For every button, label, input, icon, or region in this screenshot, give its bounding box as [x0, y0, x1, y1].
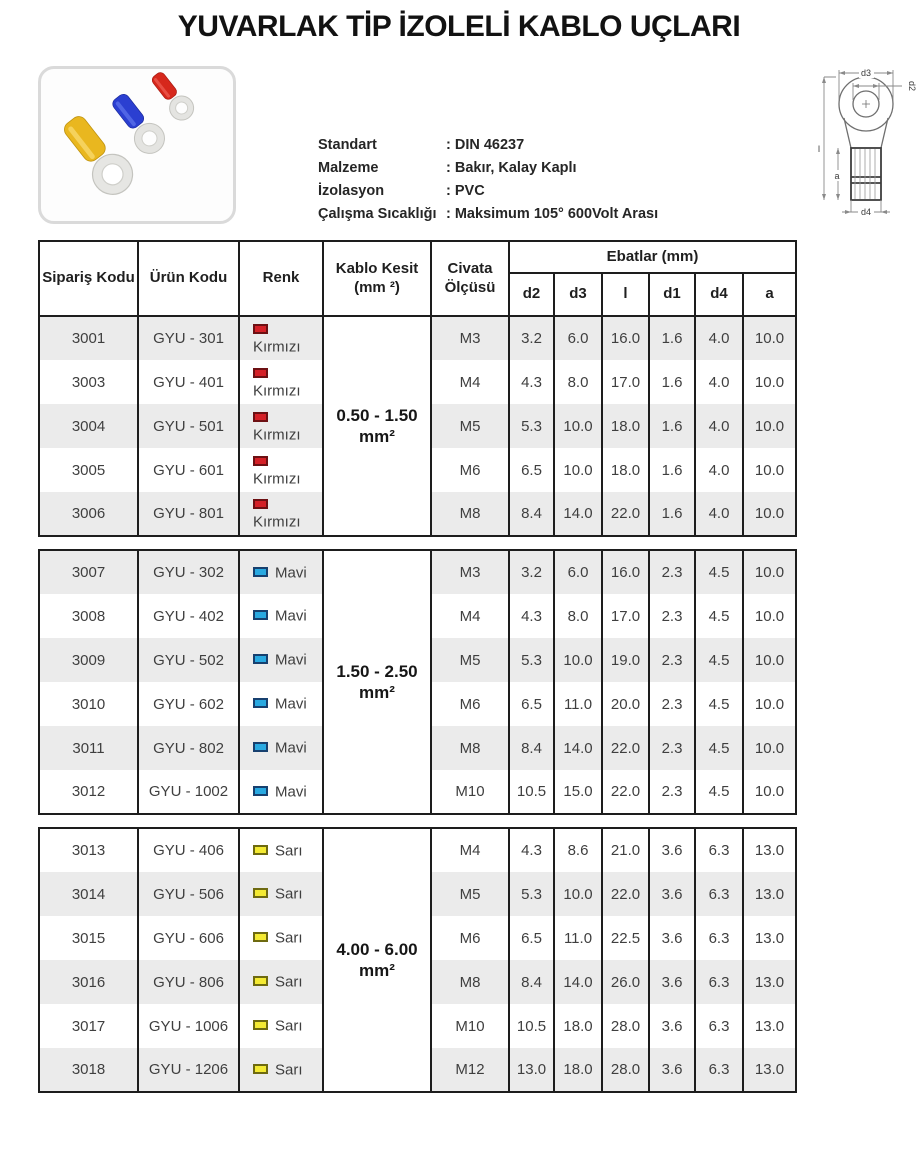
dimension-cell: 10.0 — [554, 404, 602, 448]
color-name: Sarı — [275, 1017, 303, 1035]
terminal-table-yellow — [38, 827, 797, 1093]
dimension-cell: 16.0 — [602, 316, 649, 360]
screw-size-cell: M5 — [431, 638, 509, 682]
dimension-cell: 17.0 — [602, 360, 649, 404]
dimension-cell: 4.3 — [509, 594, 554, 638]
order-code-cell: 3009 — [39, 638, 138, 682]
dimension-cell: 10.0 — [743, 316, 796, 360]
dimension-cell: 22.0 — [602, 492, 649, 536]
dimension-cell: 6.0 — [554, 550, 602, 594]
order-code-cell: 3013 — [39, 828, 138, 872]
dimension-cell: 28.0 — [602, 1004, 649, 1048]
dimension-cell: 11.0 — [554, 682, 602, 726]
dimension-cell: 26.0 — [602, 960, 649, 1004]
color-cell — [239, 1048, 323, 1092]
product-code-cell: GYU - 1002 — [138, 770, 239, 814]
order-code-cell: 3004 — [39, 404, 138, 448]
color-name: Kırmızı — [253, 426, 301, 444]
dimension-cell: 1.6 — [649, 492, 695, 536]
header-color: Renk — [239, 241, 323, 316]
product-code-cell: GYU - 406 — [138, 828, 239, 872]
dimension-cell: 6.3 — [695, 960, 743, 1004]
header-dim-a: a — [743, 273, 796, 316]
order-code-cell: 3010 — [39, 682, 138, 726]
color-cell — [239, 916, 323, 960]
dimension-cell: 6.5 — [509, 916, 554, 960]
dimension-cell: 3.6 — [649, 1048, 695, 1092]
color-name: Mavi — [275, 695, 307, 713]
product-code-cell: GYU - 501 — [138, 404, 239, 448]
dimension-cell: 6.5 — [509, 682, 554, 726]
cable-section-range: 4.00 - 6.00 — [336, 939, 418, 959]
order-code-cell: 3001 — [39, 316, 138, 360]
dimension-cell: 6.0 — [554, 316, 602, 360]
color-cell — [239, 316, 323, 360]
dimension-cell: 22.0 — [602, 726, 649, 770]
product-code-cell: GYU - 506 — [138, 872, 239, 916]
color-cell — [239, 550, 323, 594]
dimension-cell: 10.5 — [509, 1004, 554, 1048]
order-code-cell: 3007 — [39, 550, 138, 594]
order-code-cell: 3012 — [39, 770, 138, 814]
dimension-cell: 10.0 — [743, 404, 796, 448]
color-swatch-icon — [253, 932, 268, 942]
cable-section-cell — [323, 550, 431, 814]
color-cell — [239, 726, 323, 770]
dimension-cell: 2.3 — [649, 550, 695, 594]
color-swatch-icon — [253, 976, 268, 986]
color-name: Mavi — [275, 739, 307, 757]
screw-size-cell: M4 — [431, 828, 509, 872]
dimension-cell: 4.0 — [695, 316, 743, 360]
dimension-cell: 4.0 — [695, 360, 743, 404]
spec-row-izolasyon — [318, 180, 658, 203]
dimension-cell: 10.0 — [743, 448, 796, 492]
header-dim-d1: d1 — [649, 273, 695, 316]
color-name: Sarı — [275, 842, 303, 860]
color-swatch-icon — [253, 324, 268, 334]
product-code-cell: GYU - 302 — [138, 550, 239, 594]
order-code-cell: 3005 — [39, 448, 138, 492]
dim-label-a: a — [834, 171, 840, 181]
color-name: Mavi — [275, 783, 307, 801]
product-code-cell: GYU - 1206 — [138, 1048, 239, 1092]
section-yellow-rows — [39, 828, 796, 1092]
dimension-cell: 28.0 — [602, 1048, 649, 1092]
cable-section-range: 1.50 - 2.50 — [336, 661, 418, 681]
dimension-cell: 10.0 — [554, 638, 602, 682]
dimension-cell: 3.6 — [649, 1004, 695, 1048]
color-cell — [239, 360, 323, 404]
spec-row-standart — [318, 134, 658, 157]
screw-size-cell: M6 — [431, 682, 509, 726]
color-name: Mavi — [275, 651, 307, 669]
spec-row-malzeme — [318, 157, 658, 180]
dimension-cell: 14.0 — [554, 492, 602, 536]
dimension-cell: 22.0 — [602, 872, 649, 916]
color-swatch-icon — [253, 654, 268, 664]
dimension-cell: 8.0 — [554, 360, 602, 404]
color-swatch-icon — [253, 1020, 268, 1030]
spec-label: Malzeme — [318, 160, 379, 176]
screw-size-cell: M10 — [431, 770, 509, 814]
product-code-cell: GYU - 602 — [138, 682, 239, 726]
dimension-cell: 13.0 — [743, 1004, 796, 1048]
dim-label-d2: d2 — [907, 80, 917, 92]
product-code-cell: GYU - 301 — [138, 316, 239, 360]
color-cell — [239, 828, 323, 872]
dimension-cell: 2.3 — [649, 682, 695, 726]
header-dim-l: l — [602, 273, 649, 316]
table-row — [39, 828, 796, 872]
color-name: Kırmızı — [253, 470, 301, 488]
spec-value: : PVC — [446, 183, 485, 199]
page-title: YUVARLAK TİP İZOLELİ KABLO UÇLARI — [177, 10, 741, 43]
dimension-cell: 6.3 — [695, 1048, 743, 1092]
dimension-cell: 2.3 — [649, 638, 695, 682]
screw-size-cell: M3 — [431, 316, 509, 360]
dimension-cell: 11.0 — [554, 916, 602, 960]
color-name: Mavi — [275, 607, 307, 625]
color-swatch-icon — [253, 786, 268, 796]
color-swatch-icon — [253, 412, 268, 422]
dimension-cell: 4.3 — [509, 828, 554, 872]
dimension-cell: 6.3 — [695, 872, 743, 916]
dimension-cell: 18.0 — [554, 1004, 602, 1048]
dimension-cell: 13.0 — [743, 1048, 796, 1092]
dimension-cell: 18.0 — [602, 448, 649, 492]
dimension-cell: 4.5 — [695, 726, 743, 770]
dim-label-d3: d3 — [860, 68, 872, 78]
dimension-cell: 5.3 — [509, 872, 554, 916]
order-code-cell: 3008 — [39, 594, 138, 638]
section-blue-rows — [39, 550, 796, 814]
color-swatch-icon — [253, 845, 268, 855]
color-name: Kırmızı — [253, 382, 301, 400]
dimension-cell: 1.6 — [649, 404, 695, 448]
dimension-cell: 4.5 — [695, 770, 743, 814]
dimension-cell: 16.0 — [602, 550, 649, 594]
color-swatch-icon — [253, 1064, 268, 1074]
color-name: Sarı — [275, 885, 303, 903]
color-cell — [239, 404, 323, 448]
dimension-cell: 20.0 — [602, 682, 649, 726]
terminal-table-blue — [38, 549, 797, 815]
header-cable-section: Kablo Kesit (mm ²) — [323, 241, 431, 316]
dimension-cell: 4.5 — [695, 638, 743, 682]
dimension-cell: 10.0 — [554, 872, 602, 916]
dimension-cell: 4.0 — [695, 404, 743, 448]
cable-section-cell — [323, 316, 431, 536]
ring-terminals-photo — [41, 69, 233, 221]
screw-size-cell: M4 — [431, 360, 509, 404]
table-header — [39, 241, 796, 316]
dimension-cell: 2.3 — [649, 770, 695, 814]
color-swatch-icon — [253, 456, 268, 466]
dimension-cell: 3.6 — [649, 960, 695, 1004]
dimension-cell: 8.4 — [509, 726, 554, 770]
spec-label: İzolasyon — [318, 183, 385, 199]
header-dim-d2: d2 — [509, 273, 554, 316]
dimension-cell: 10.0 — [743, 682, 796, 726]
product-code-cell: GYU - 502 — [138, 638, 239, 682]
terminal-dimension-diagram — [816, 56, 918, 228]
order-code-cell: 3014 — [39, 872, 138, 916]
dimension-cell: 8.6 — [554, 828, 602, 872]
color-name: Sarı — [275, 929, 303, 947]
color-swatch-icon — [253, 742, 268, 752]
color-cell — [239, 492, 323, 536]
dimension-cell: 10.0 — [554, 448, 602, 492]
color-cell — [239, 594, 323, 638]
dimension-cell: 5.3 — [509, 404, 554, 448]
dimension-cell: 6.3 — [695, 916, 743, 960]
terminal-table-red — [38, 240, 797, 537]
dimension-cell: 4.0 — [695, 492, 743, 536]
dimension-cell: 10.0 — [743, 638, 796, 682]
header-product-code: Ürün Kodu — [138, 241, 239, 316]
color-name: Kırmızı — [253, 513, 301, 531]
color-name: Sarı — [275, 973, 303, 991]
color-name: Sarı — [275, 1061, 303, 1079]
dimension-cell: 19.0 — [602, 638, 649, 682]
product-code-cell: GYU - 806 — [138, 960, 239, 1004]
order-code-cell: 3018 — [39, 1048, 138, 1092]
dim-label-l: l — [818, 144, 820, 154]
screw-size-cell: M6 — [431, 448, 509, 492]
screw-size-cell: M10 — [431, 1004, 509, 1048]
dimension-cell: 18.0 — [602, 404, 649, 448]
technical-drawing — [816, 56, 918, 228]
color-swatch-icon — [253, 698, 268, 708]
dimension-cell: 4.3 — [509, 360, 554, 404]
product-code-cell: GYU - 401 — [138, 360, 239, 404]
order-code-cell: 3011 — [39, 726, 138, 770]
dimension-cell: 1.6 — [649, 316, 695, 360]
screw-size-cell: M12 — [431, 1048, 509, 1092]
dimension-cell: 3.6 — [649, 828, 695, 872]
dimension-cell: 3.6 — [649, 872, 695, 916]
dimension-cell: 5.3 — [509, 638, 554, 682]
dimension-cell: 3.2 — [509, 550, 554, 594]
dimension-cell: 13.0 — [743, 872, 796, 916]
dimension-cell: 2.3 — [649, 726, 695, 770]
order-code-cell: 3003 — [39, 360, 138, 404]
dimension-cell: 8.4 — [509, 960, 554, 1004]
color-cell — [239, 1004, 323, 1048]
dimension-cell: 10.5 — [509, 770, 554, 814]
spec-row-sicaklik — [318, 203, 658, 226]
order-code-cell: 3016 — [39, 960, 138, 1004]
product-code-cell: GYU - 802 — [138, 726, 239, 770]
dimension-cell: 17.0 — [602, 594, 649, 638]
dimension-cell: 10.0 — [743, 594, 796, 638]
header-order-code: Sipariş Kodu — [39, 241, 138, 316]
product-tables — [38, 240, 795, 1105]
dimension-cell: 13.0 — [743, 828, 796, 872]
cable-section-unit: mm² — [359, 683, 395, 702]
section-red-rows — [39, 316, 796, 536]
header-screw-size: Civata Ölçüsü — [431, 241, 509, 316]
header-dim-d3: d3 — [554, 273, 602, 316]
order-code-cell: 3015 — [39, 916, 138, 960]
order-code-cell: 3006 — [39, 492, 138, 536]
dimension-cell: 22.0 — [602, 770, 649, 814]
dimension-cell: 1.6 — [649, 360, 695, 404]
screw-size-cell: M3 — [431, 550, 509, 594]
spec-list — [318, 134, 658, 226]
color-cell — [239, 770, 323, 814]
dimension-cell: 1.6 — [649, 448, 695, 492]
cable-section-unit: mm² — [359, 961, 395, 980]
product-code-cell: GYU - 1006 — [138, 1004, 239, 1048]
screw-size-cell: M8 — [431, 492, 509, 536]
screw-size-cell: M8 — [431, 726, 509, 770]
dimension-cell: 18.0 — [554, 1048, 602, 1092]
dimension-cell: 8.0 — [554, 594, 602, 638]
dimension-cell: 10.0 — [743, 550, 796, 594]
color-cell — [239, 960, 323, 1004]
color-name: Mavi — [275, 564, 307, 582]
color-cell — [239, 872, 323, 916]
dimension-cell: 8.4 — [509, 492, 554, 536]
product-code-cell: GYU - 606 — [138, 916, 239, 960]
product-code-cell: GYU - 801 — [138, 492, 239, 536]
dimension-cell: 14.0 — [554, 960, 602, 1004]
dimension-cell: 13.0 — [743, 916, 796, 960]
dimension-cell: 22.5 — [602, 916, 649, 960]
screw-size-cell: M6 — [431, 916, 509, 960]
color-name: Kırmızı — [253, 338, 301, 356]
table-row — [39, 550, 796, 594]
screw-size-cell: M8 — [431, 960, 509, 1004]
dimension-cell: 6.3 — [695, 828, 743, 872]
dimension-cell: 2.3 — [649, 594, 695, 638]
dimension-cell: 10.0 — [743, 726, 796, 770]
dimension-cell: 21.0 — [602, 828, 649, 872]
order-code-cell: 3017 — [39, 1004, 138, 1048]
cable-section-range: 0.50 - 1.50 — [336, 405, 418, 425]
color-swatch-icon — [253, 567, 268, 577]
dimension-cell: 3.6 — [649, 916, 695, 960]
dimension-cell: 3.2 — [509, 316, 554, 360]
product-photo — [38, 66, 236, 224]
product-code-cell: GYU - 402 — [138, 594, 239, 638]
dimension-cell: 13.0 — [509, 1048, 554, 1092]
dimension-cell: 10.0 — [743, 770, 796, 814]
color-cell — [239, 448, 323, 492]
screw-size-cell: M5 — [431, 872, 509, 916]
spec-label: Çalışma Sıcaklığı — [318, 206, 437, 222]
spec-value: : Maksimum 105° 600Volt Arası — [446, 206, 659, 222]
header-dim-d4: d4 — [695, 273, 743, 316]
spec-value: : Bakır, Kalay Kaplı — [446, 160, 577, 176]
color-cell — [239, 638, 323, 682]
dimension-cell: 15.0 — [554, 770, 602, 814]
product-code-cell: GYU - 601 — [138, 448, 239, 492]
color-swatch-icon — [253, 499, 268, 509]
spec-label: Standart — [318, 137, 377, 153]
cable-section-unit: mm² — [359, 427, 395, 446]
dimension-cell: 4.5 — [695, 550, 743, 594]
screw-size-cell: M4 — [431, 594, 509, 638]
spec-value: : DIN 46237 — [446, 137, 525, 153]
color-swatch-icon — [253, 610, 268, 620]
dimension-cell: 10.0 — [743, 492, 796, 536]
header-dimensions: Ebatlar (mm) — [509, 241, 796, 273]
dimension-cell: 4.5 — [695, 682, 743, 726]
color-swatch-icon — [253, 888, 268, 898]
dimension-cell: 4.5 — [695, 594, 743, 638]
cable-section-cell — [323, 828, 431, 1092]
dimension-cell: 6.5 — [509, 448, 554, 492]
dimension-cell: 6.3 — [695, 1004, 743, 1048]
dimension-cell: 4.0 — [695, 448, 743, 492]
table-row — [39, 316, 796, 360]
color-swatch-icon — [253, 368, 268, 378]
dim-label-d4: d4 — [860, 207, 872, 217]
dimension-cell: 14.0 — [554, 726, 602, 770]
screw-size-cell: M5 — [431, 404, 509, 448]
dimension-cell: 10.0 — [743, 360, 796, 404]
dimension-cell: 13.0 — [743, 960, 796, 1004]
color-cell — [239, 682, 323, 726]
